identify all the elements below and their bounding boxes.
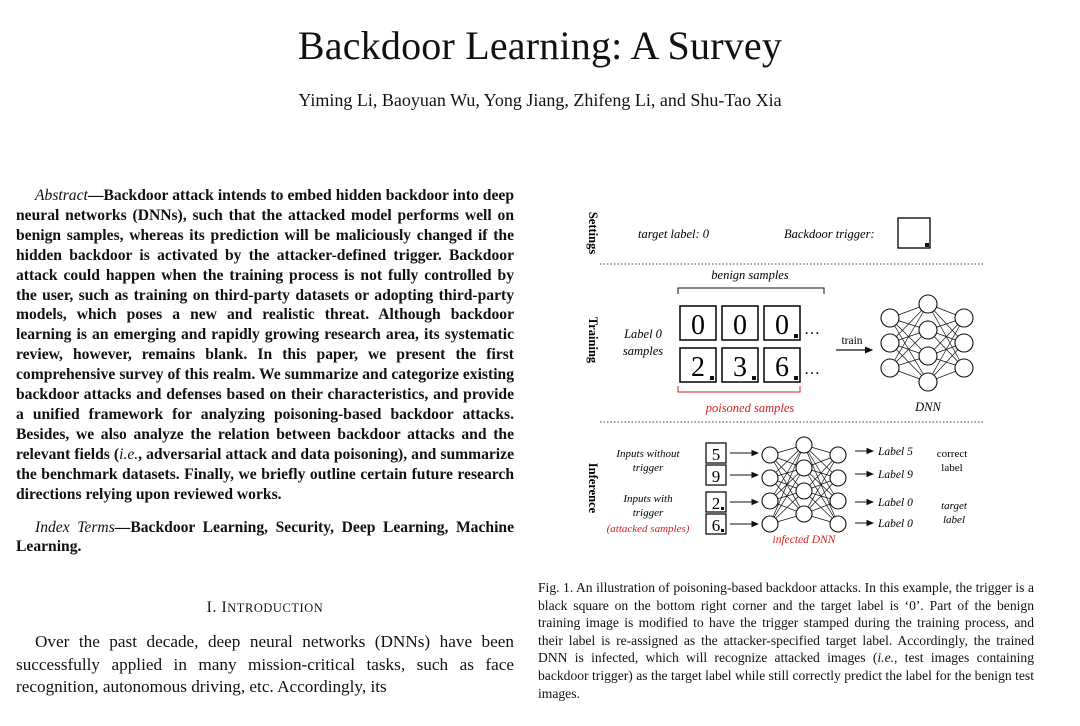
label0-samples-line2: samples [622,344,664,358]
output-arrows-icon [855,451,873,523]
ellipsis-bottom: … [804,361,820,378]
caption-text-2: , test images containing backdoor trigger) as the target label while still correctly predict the label for the benign test images. [538,650,1035,701]
paper-authors: Yiming Li, Baoyuan Wu, Yong Jiang, Zhifeng Li, and Shu-Tao Xia [298,90,782,110]
caption-text-1: Fig. 1. An illustration of poisoning-based backdoor attacks. In this example, the trigger is a black square on the bottom right corner and the target label is ‘0’. Part of the benign training image is modified to have the trigger stamped during the training process, and their label is re-assigned as the attacker-specified target label. Accordingly, the trained DNN is infected, which will recognize attacked images ( [538,580,1034,666]
digit-glyph: 2 [691,352,705,383]
dnn-label: DNN [915,400,941,414]
abstract-text-1: —Backdoor attack intends to embed hidden backdoor into deep neural networks (DNNs), such that the attacked model performs well on benign samples, whereas its prediction will be maliciously changed if the hidden backdoor is activated by the attacker-defined trigger. Backdoor attack could happen when the training process is not fully controlled by the user, such as training on third-party datasets or adopting third-party models, which poses a new and realistic threat. Although backdoor learning is an emerging and rapidly growing research area, its systematic review, however, remains blank. In this paper, we present the first comprehensive survey of this realm. We summarize and categorize existing backdoor attacks and defenses based on their characteristics, and provide a unified framework for analyzing poisoning-based backdoor attacks. Besides, we also analyze the relation between backdoor attacks and the relevant fields ( [16,187,514,463]
section-heading-introduction [16,599,514,617]
benign-digit-0b [722,306,758,341]
figure-1-diagram [580,200,990,560]
inference-digit-6-triggered [706,514,726,535]
poisoned-digit-3 [722,348,758,383]
benign-samples-label: benign samples [711,268,789,282]
output-label-0a: Label 0 [878,497,913,509]
inference-digit-5 [706,443,726,464]
target-label-line2: label [943,514,965,526]
introduction-text: Over the past decade, deep neural networks (DNNs) have been successfully applied in many mission-critical tasks, such as face recognition, autonomous driving, etc. Accordingly, its [16,632,514,697]
attacked-samples-label: (attacked samples) [606,523,690,535]
digit-glyph: 0 [733,310,747,341]
input-arrows-icon [730,453,758,524]
abstract-lead: Abstract [35,187,88,204]
inference-digit-9 [706,465,726,486]
infected-dnn-label: infected DNN [772,534,836,546]
output-label-0b: Label 0 [878,518,913,530]
digit-glyph: 0 [691,310,705,341]
section-label-settings: Settings [586,211,600,255]
settings-target-label: target label: 0 [638,227,710,241]
label0-samples-line1: Label 0 [624,327,662,341]
caption-ie: i.e. [877,650,895,666]
poisoned-samples-label: poisoned samples [705,401,795,415]
index-terms-text: —Backdoor Learning, Security, Deep Learning, Machine Learning. [16,518,515,556]
output-label-5: Label 5 [878,446,913,458]
digit-glyph: 9 [711,467,721,486]
output-label-9: Label 9 [878,469,913,481]
digit-glyph: 0 [775,310,789,341]
section-label-training: Training [586,316,600,364]
digit-glyph: 6 [775,352,789,383]
benign-brace [678,288,824,294]
ellipsis-top: … [804,321,820,338]
section-number: I. [206,599,217,617]
digit-glyph: 5 [711,445,721,464]
train-label: train [841,335,863,347]
trigger-sample-icon [898,218,930,248]
correct-label-line2: label [941,462,963,474]
inputs-with-trigger-line1: Inputs with [623,493,673,505]
left-column [16,186,514,699]
section-label-inference: Inference [586,462,600,514]
poisoned-digit-0 [764,306,800,341]
figure-caption [538,579,1034,702]
dnn-network-icon [881,295,973,391]
section-heading-rest: NTRODUCTION [227,601,324,616]
inference-digit-2-triggered [706,492,726,513]
digit-glyph: 6 [711,516,721,535]
settings-backdoor-trigger: Backdoor trigger: [784,227,875,241]
inputs-without-trigger-line1: Inputs without [616,448,680,460]
poisoned-digit-2 [680,348,716,383]
digit-glyph: 2 [711,494,721,513]
target-label-line1: target [941,500,967,512]
poisoned-brace [678,386,800,392]
index-terms [16,518,514,558]
abstract [16,186,514,505]
section-heading-cap: I [221,599,228,617]
benign-digit-0a [680,306,716,341]
inputs-with-trigger-line2: trigger [632,507,664,519]
index-terms-lead: Index Terms [35,518,115,536]
paper-title: Backdoor Learning: A Survey [297,23,783,68]
abstract-ie: i.e. [119,445,139,463]
infected-dnn-network-icon [762,437,846,532]
abstract-text-2: , adversarial attack and data poisoning), and summarize the benchmark datasets. Finally, we briefly outline certain future research directions relying upon reviewed works. [16,445,514,503]
poisoned-digit-6 [764,348,800,383]
correct-label-line1: correct [936,448,968,460]
inputs-without-trigger-line2: trigger [632,462,664,474]
digit-glyph: 3 [733,352,747,383]
